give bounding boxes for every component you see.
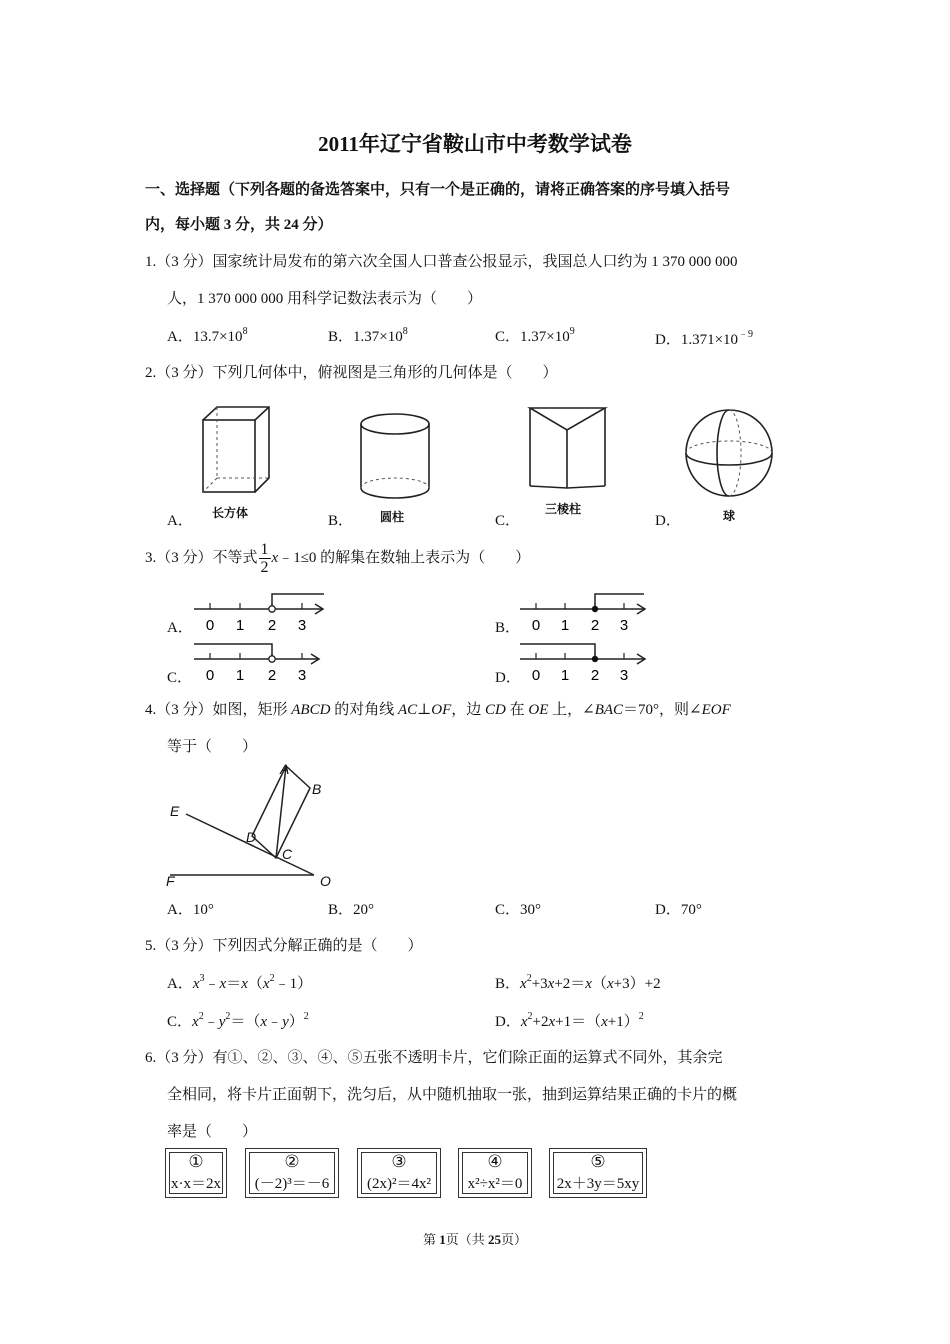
svg-text:1: 1 bbox=[235, 667, 245, 684]
q5-option-a: A．$x^3﹣x=x(x^2﹣1)$ bbox=[167, 973, 313, 992]
q3-option-b: B． bbox=[495, 620, 521, 636]
svg-text:0: 0 bbox=[205, 667, 215, 684]
svg-text:2: 2 bbox=[267, 667, 277, 684]
svg-text:D: D bbox=[246, 829, 257, 845]
cylinder-figure bbox=[355, 410, 435, 502]
svg-text:0: 0 bbox=[205, 617, 215, 634]
q4-stem: 4.（3 分）如图，矩形 ABCD 的对角线 AC⊥OF，边 CD 在 OE 上，∠BAC＝70°，则∠EOF bbox=[145, 702, 731, 718]
q5-stem: 5.（3 分）下列因式分解正确的是（ ） bbox=[145, 938, 423, 954]
number-line-b bbox=[518, 590, 658, 635]
svg-text:0: 0 bbox=[531, 667, 541, 684]
svg-text:A: A bbox=[280, 761, 290, 777]
q2-stem: 2.（3 分）下列几何体中，俯视图是三角形的几何体是（ ） bbox=[145, 365, 558, 381]
svg-text:C: C bbox=[282, 846, 293, 862]
number-line-a bbox=[192, 590, 332, 635]
q1-option-c: C．$1.37\times 10^9$ bbox=[495, 326, 575, 345]
svg-text:3: 3 bbox=[297, 617, 307, 634]
card-1: ① x·x＝2x bbox=[165, 1148, 227, 1198]
section-heading-cont: 内，每小题 3 分，共 24 分） bbox=[145, 217, 333, 233]
q3-option-a: A． bbox=[167, 620, 193, 636]
q4-option-c: C．30° bbox=[495, 902, 542, 918]
q5-option-c: C．$x^2﹣y^2=(x﹣y)^2$ bbox=[167, 1011, 309, 1030]
card-5: ⑤ 2x＋3y＝5xy bbox=[549, 1148, 647, 1198]
svg-text:1: 1 bbox=[235, 617, 245, 634]
rectangle-diagram bbox=[162, 758, 342, 890]
q2-caption-a: 长方体 bbox=[212, 506, 249, 520]
q6-stem-cont: 全相同，将卡片正面朝下，洗匀后，从中随机抽取一张，抽到运算结果正确的卡片的概 bbox=[167, 1087, 738, 1103]
card-4: ④ x²÷x²＝0 bbox=[458, 1148, 532, 1198]
q5-option-d: D．$x^2+2x+1=(x+1)^2$ bbox=[495, 1011, 644, 1030]
q3-stem: 3.（3 分）不等式 $\frac{1}{2}$ x﹣1≤0 的解集在数轴上表示为（ ） bbox=[145, 541, 531, 576]
q2-caption-b: 圆柱 bbox=[380, 510, 405, 524]
q4-option-a: A．10° bbox=[167, 902, 214, 918]
q4-option-d: D．70° bbox=[655, 902, 702, 918]
svg-text:3: 3 bbox=[297, 667, 307, 684]
q1-stem-cont: 人，1 370 000 000 用科学记数法表示为（ ） bbox=[167, 291, 483, 307]
q5-option-b: B．$x^2+3x+2=x(x+3)+2$ bbox=[495, 973, 661, 992]
q6-stem: 6.（3 分）有①、②、③、④、⑤五张不透明卡片，它们除正面的运算式不同外，其余完 bbox=[145, 1050, 723, 1066]
q2-option-a: A． bbox=[167, 513, 193, 529]
svg-text:0: 0 bbox=[531, 617, 541, 634]
q4-option-b: B．20° bbox=[328, 902, 375, 918]
cuboid-figure bbox=[195, 402, 275, 497]
svg-text:1: 1 bbox=[560, 667, 570, 684]
q2-caption-c: 三棱柱 bbox=[545, 502, 582, 516]
svg-text:3: 3 bbox=[619, 667, 629, 684]
sphere-figure bbox=[682, 408, 780, 500]
svg-text:E: E bbox=[170, 803, 180, 819]
number-line-d bbox=[518, 640, 658, 685]
svg-text:1: 1 bbox=[560, 617, 570, 634]
q1-option-d: D．$1.371\times 10^{﹣9}$ bbox=[655, 329, 754, 348]
section-heading: 一、选择题（下列各题的备选答案中，只有一个是正确的，请将正确答案的序号填入括号 bbox=[145, 182, 731, 198]
page-footer: 第 1页（共 25页） bbox=[422, 1232, 528, 1247]
q2-caption-d: 球 bbox=[723, 509, 736, 523]
q1-option-a: A．$13.7\times 10^8$ bbox=[167, 326, 248, 345]
page-title: 2011年辽宁省鞍山市中考数学试卷 bbox=[318, 132, 632, 156]
q2-option-b: B． bbox=[328, 513, 354, 529]
svg-text:2: 2 bbox=[267, 617, 277, 634]
card-2: ② (－2)³＝－6 bbox=[245, 1148, 339, 1198]
fraction-half: $\frac{1}{2}$ bbox=[260, 541, 269, 576]
svg-text:3: 3 bbox=[619, 617, 629, 634]
svg-text:2: 2 bbox=[590, 667, 600, 684]
q1-option-b: B．$1.37\times 10^8$ bbox=[328, 326, 408, 345]
q6-stem-cont2: 率是（ ） bbox=[167, 1124, 258, 1140]
q1-stem: 1.（3 分）国家统计局发布的第六次全国人口普查公报显示，我国总人口约为 1 370 000 000 bbox=[145, 254, 738, 270]
card-3: ③ (2x)²＝4x² bbox=[357, 1148, 441, 1198]
triangular-prism-figure bbox=[525, 400, 615, 492]
svg-text:B: B bbox=[312, 781, 322, 797]
svg-text:F: F bbox=[166, 873, 175, 889]
number-line-c bbox=[192, 640, 332, 685]
q2-option-d: D． bbox=[655, 513, 681, 529]
q2-option-c: C． bbox=[495, 513, 521, 529]
svg-text:2: 2 bbox=[590, 617, 600, 634]
q3-option-d: D． bbox=[495, 670, 521, 686]
svg-text:O: O bbox=[320, 873, 331, 889]
q4-stem-cont: 等于（ ） bbox=[167, 739, 258, 755]
q3-option-c: C． bbox=[167, 670, 193, 686]
